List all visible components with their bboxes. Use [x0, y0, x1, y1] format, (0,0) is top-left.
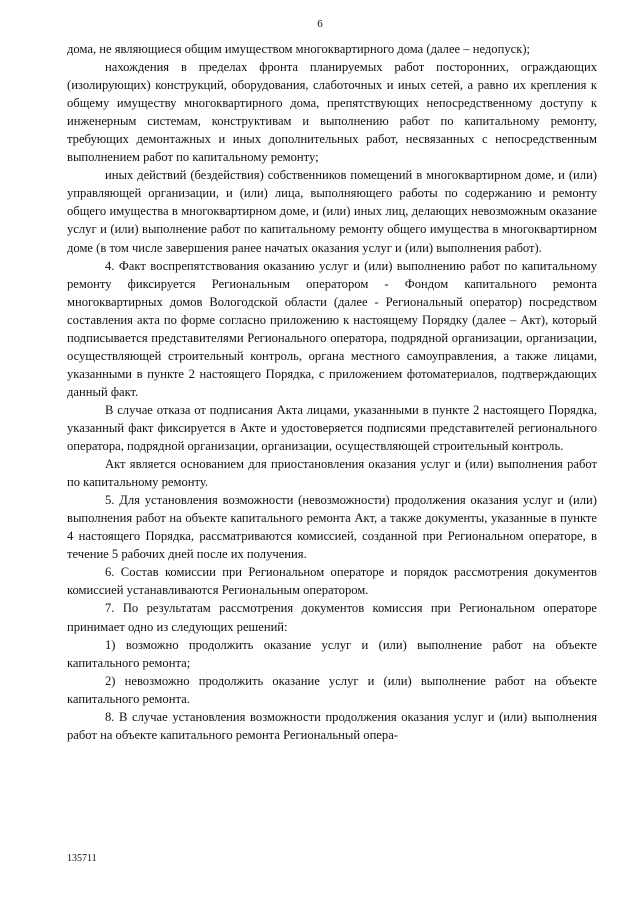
document-body: [67, 40, 597, 744]
paragraph: Акт является основанием для приостановления оказания услуг и (или) выполнения работ по капитальному ремонту.: [67, 457, 597, 490]
paragraph: 6. Состав комиссии при Региональном операторе и порядок рассмотрения документов комиссией устанавливаются Региональным оператором.: [67, 565, 597, 598]
paragraph: нахождения в пределах фронта планируемых работ посторонних, ограждающих (изолирующих) конструкций, оборудования, слаботочных и иных сетей, а равно их крепления к общему имуществу многоквартирного дома, препятствующих непосредственному доступу к инженерным системам, конструктивам и выполнению работ по капитальному ремонту, требующих демонтажных и иных дополнительных работ, несвязанных с непосредственным выполнением работ по капитальному ремонту;: [67, 60, 597, 165]
paragraph: иных действий (бездействия) собственников помещений в многоквартирном доме, и (или) управляющей организации, и (или) лица, выполняющего работы по содержанию и ремонту общего имущества в многоквартирном доме, и (или) иных лиц, делающих невозможным оказание услуг и (или) выполнение работ по капитальному ремонту общего имущества в многоквартирном доме (в том числе завершения ранее начатых оказания услуг и (или) выполнения работ).: [67, 168, 597, 255]
paragraph: дома, не являющиеся общим имуществом многоквартирного дома (далее – недопуск);: [67, 42, 531, 56]
paragraph: В случае отказа от подписания Акта лицами, указанными в пункте 2 настоящего Порядка, указанный факт фиксируется в Акте и удостоверяется подписями представителей регионального оператора, подрядной организации, организации, осуществляющей строительный контроль.: [67, 402, 597, 454]
paragraph: 7. По результатам рассмотрения документов комиссия при Региональном операторе принимает одно из следующих решений:: [67, 601, 597, 634]
document-code: 135711: [67, 853, 97, 864]
page-number: 6: [317, 18, 323, 30]
paragraph: 8. В случае установления возможности продолжения оказания услуг и (или) выполнения работ на объекте капитального ремонта Региональный опера-: [67, 709, 597, 742]
paragraph: 1) возможно продолжить оказание услуг и (или) выполнение работ на объекте капитального ремонта;: [67, 637, 597, 670]
paragraph: 5. Для установления возможности (невозможности) продолжения оказания услуг и (или) выполнения работ на объекте капитального ремонта Акт, а также документы, указанные в пункте 4 настоящего Порядка, рассматриваются комиссией, созданной при Региональном операторе, в течение 5 рабочих дней после их получения.: [67, 493, 597, 562]
paragraph: 4. Факт воспрепятствования оказанию услуг и (или) выполнению работ по капитальному ремонту фиксируется Региональным оператором - Фондом капитального ремонта многоквартирных домов Вологодской области (далее - Региональный оператор) посредством составления акта по форме согласно приложению к настоящему Порядку (далее – Акт), который подписывается представителями Регионального оператора, подрядной организации, организации, осуществляющей строительный контроль, органа местного самоуправления, а также лицами, указанными в пункте 2 настоящего Порядка, с приложением фотоматериалов, подтверждающих данный факт.: [67, 258, 597, 399]
paragraph: 2) невозможно продолжить оказание услуг и (или) выполнение работ на объекте капитального ремонта.: [67, 673, 597, 706]
